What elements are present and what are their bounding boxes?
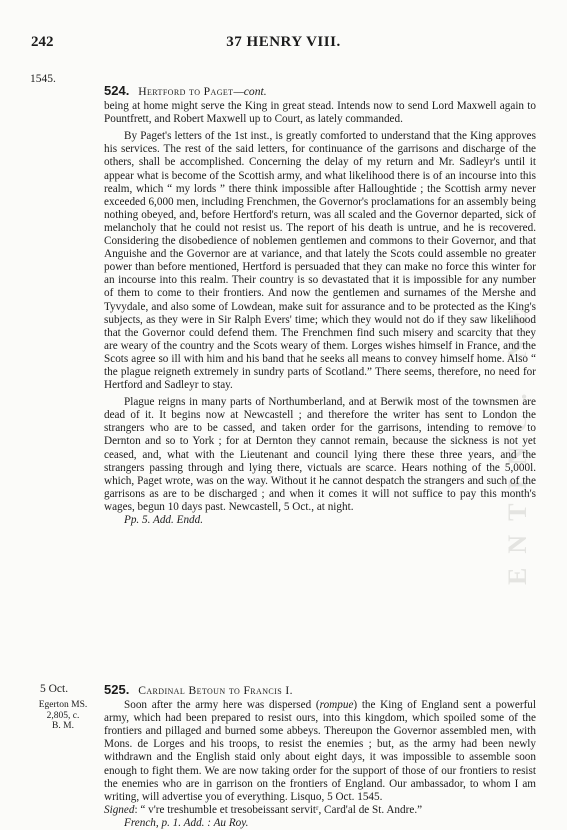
entry-525-heading: [104, 683, 536, 697]
entry-number: 525.: [104, 682, 130, 697]
entry-title: Cardinal Betoun to Francis I.: [138, 684, 293, 697]
signed-label: Signed: [104, 803, 135, 816]
italic-term: rompue: [319, 699, 354, 712]
entry-number: 524.: [104, 83, 130, 98]
watermark: ENTINC. NE: [503, 294, 532, 586]
text-run: ) the King of England sent a powerful army, which had been prepared to resist ours, into this kingdom, which spoiled some of the frontiers and pillaged and burned some abbeys. Thereupon the Governor assembled men, with Mons. de Lorges and his troops, to resist the enemies ; but, as the army had been newly withdrawn and the English staid only about eight days, it was impossible to assemble soon enough to fight them. We are now taking order for the support of those of our frontiers to resist the enemies who are in garrison on the frontiers of England. Our ambassador, to whom I am writing, will advertise you of everything. Lisquo, 5 Oct. 1545.: [104, 699, 536, 803]
signature-line: [104, 804, 536, 817]
entry-525: [104, 683, 536, 830]
margin-source-reference: [28, 700, 98, 732]
physical-description-note: Pp. 5. Add. Endd.: [124, 514, 204, 526]
signature-text: : “ v're treshumble et tresobeissant servitʳ, Card'al de St. Andre.”: [134, 803, 423, 816]
running-title: 37 HENRY VIII.: [226, 34, 341, 50]
entry-title: Hertford to Paget: [138, 85, 234, 98]
source-ref-line: 2,805, c.: [46, 710, 80, 721]
paragraph: being at home might serve the King in great stead. Intends now to send Lord Maxwell again to Pountfrett, and Robert Maxwell up to Court, as lately commanded.: [104, 100, 536, 126]
margin-year: 1545.: [30, 73, 56, 85]
page-number: 242: [31, 34, 54, 50]
paragraph: [104, 699, 536, 804]
margin-date: 5 Oct.: [40, 683, 69, 695]
physical-description-note: French, p. 1. Add. : Au Roy.: [124, 816, 249, 829]
entry-524: [104, 84, 536, 527]
paragraph: By Paget's letters of the 1st inst., is greatly comforted to understand that the King approves his services. The rest of the said letters, for continuance of the garrisons and discharge of the others, shall be accomplished. Concerning the delay of my return and Mr. Sadleyr's until it appear what is become of the Scottish army, and what likelihood there is of an incourse into this realm, which “ my lords ” there think impossible after Halloughtide ; the Scottish army never exceeded 6,000 men, including Frenchmen, the Governor's proclamations for an assembly being nothing obeyed, and, before Hertford's return, was all scaled and the Governor departed, sick of melancholy that he could not resist us. The report of his death is untrue, and he is recovered. Considering the disobedience of noblemen gentlemen and commons to their Governor, and that Anguishe and the Governor are at variance, and that lately the Scots could assemble no greater power than before mentioned, Hertford is persuaded that they can make no force this winter for an incourse into this realm. Their country is so devastated that it is impossible for any number of them to come to their frontiers. And now the gentlemen and surnames of the Mershe and Tyvydale, and also some of Lowdean, make suit for assurance and to be protected as the King's subjects, as they were in Sir Ralph Evers' time; which they would not do if they saw likelihood that the Governor could defend them. The Frenchmen find such misery and scarcity that they are weary of the country and the Scots weary of them. Lorges wishes himself in France, and the Scots agree so ill with him and his band that he seeks all means to convey himself home. Also “ the plague reigneth extremely in sundry parts of Scotland.” There seems, therefore, no need for Hertford and Sadleyr to stay.: [104, 130, 536, 392]
entry-continued: —cont.: [233, 85, 267, 98]
paragraph: Plague reigns in many parts of Northumberland, and at Berwik most of the townsmen are dead of it. It begins now at Newcastell ; and therefore the writer has sent to London the strangers who are to be cassed, and taken order for the garrisons, intending to remove to Dernton and so to York ; for at Dernton they cannot remain, because the sickness is not yet ceased, and, what with the Lieutenant and council lying there these three years, and the strangers passing through and lying there, victuals are scarce. Hears nothing of the 5,000l. which, Paget wrote, was on the way. Without it he cannot despatch the strangers and such of the garrisons as are to be discharged ; and when it comes it will not suffice to pay this month's wages, begun 10 days past. Newcastell, 5 Oct., at night.: [104, 396, 536, 513]
source-ref-line: Egerton MS.: [38, 700, 88, 710]
text-run: Soon after the army here was dispersed (: [124, 699, 320, 712]
entry-524-heading: [104, 84, 536, 98]
source-ref-line: B. M.: [52, 721, 74, 731]
